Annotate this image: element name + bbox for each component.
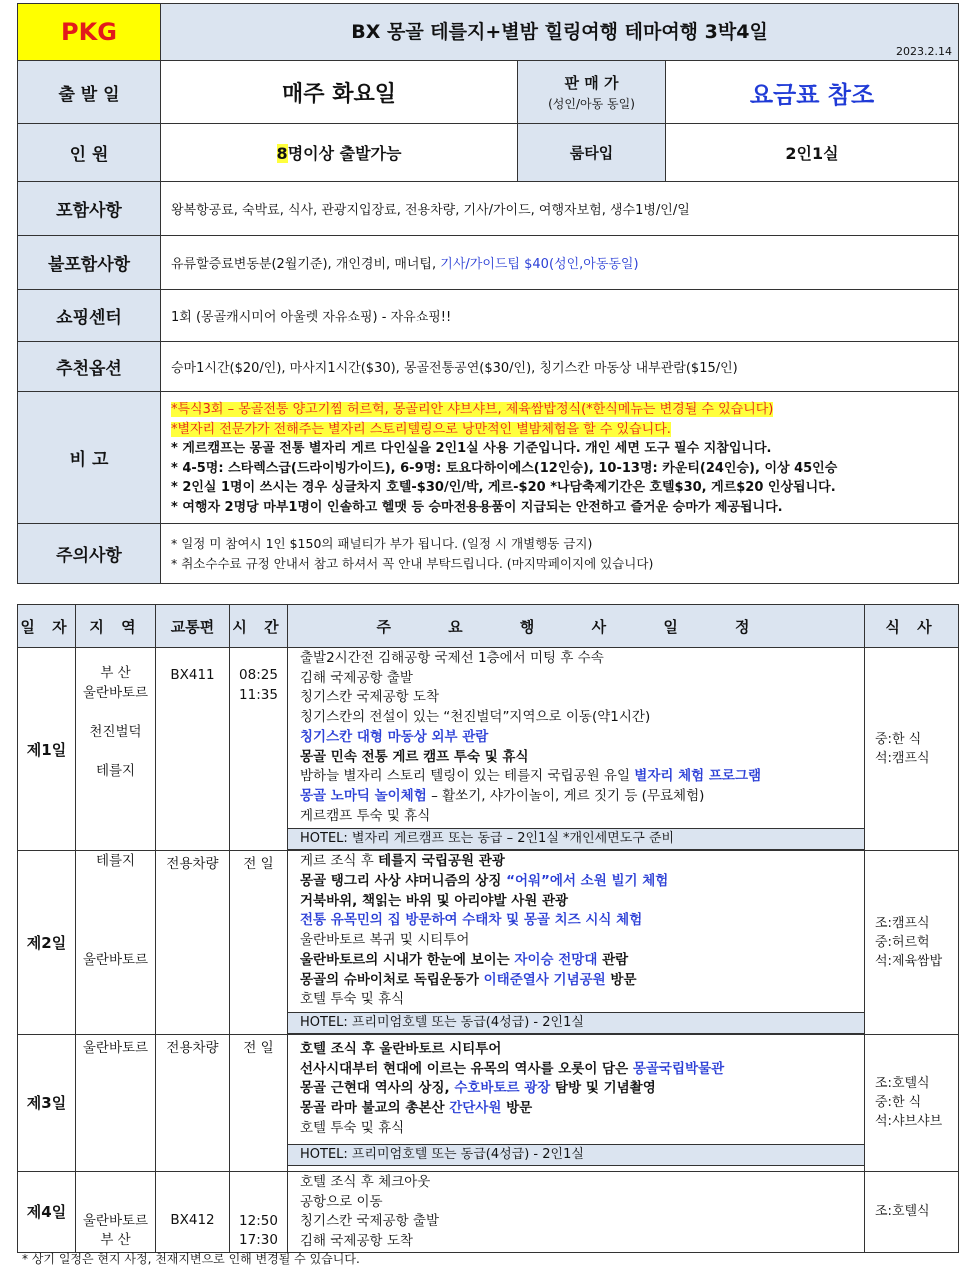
note-line-2: *별자리 전문가가 전해주는 별자리 스토리텔링으로 낭만적인 별밤체험을 할 수 있습니다. [171,421,671,437]
departure-label: 출 발 일 [18,61,161,124]
header-region: 지 역 [76,605,156,648]
meal-line: 석:캠프식 [875,751,930,767]
caution-line-2: * 취소수수료 규정 안내서 참고 하셔서 꼭 안내 부탁드립니다. (마지막페이지에 있습니다) [171,555,654,571]
time-cell [230,1171,288,1252]
header-transport: 교통편 [156,605,230,648]
schedule-line: 몽골 민속 전통 게르 캠프 투숙 및 휴식 [300,748,529,765]
price-value: 요금표 참조 [666,61,959,124]
caution-cell [161,524,959,584]
room-label: 룸타입 [518,124,666,182]
notes-label: 비 고 [18,392,161,524]
note-line-3: * 게르캠프는 몽골 전통 별자리 게르 다인실을 2인1실 사용 기준입니다. 개인 세면 도구 필수 지참입니다. [171,441,772,456]
schedule-line: 거북바위, 책읽는 바위 및 아리야발 사원 관광 [300,892,569,909]
page-title-cell [161,4,959,61]
meal-line: 조:호텔식 [875,1076,930,1092]
time-line: 12:50 [239,1212,278,1229]
schedule-line: 밤하늘 별자리 스토리 텔링이 있는 테를지 국립공원 유일 별자리 체험 프로그램 [300,768,762,785]
header-schedule: 주 요 행 사 일 정 [288,605,865,648]
notes-cell [161,392,959,524]
time-line: 17:30 [239,1231,278,1248]
time-cell [230,648,288,851]
schedule-line: 김해 국제공항 도착 [300,1233,413,1250]
schedule-line: 울란바토르 복귀 및 시티투어 [300,932,470,949]
people-min-number: 8 [276,144,288,163]
meal-line: 석:제육쌈밥 [875,954,943,970]
meal-line: 중:한 식 [875,1095,922,1111]
note-line-6: * 여행자 2명당 마부1명이 인솔하고 헬맷 등 승마전용용품이 지급되는 안전하고 즐거운 승마가 제공됩니다. [171,499,783,515]
day-row [18,851,959,1035]
price-sublabel: (성인/아동 동일) [548,97,635,111]
day-label: 제4일 [18,1171,76,1252]
region-line: 부 산 [100,1231,131,1248]
schedule-line: 출발2시간전 김해공항 국제선 1층에서 미팅 후 수속 [300,650,604,666]
schedule-line: 칭기스칸 대형 마동상 외부 관람 [300,728,489,745]
price-label-cell [518,61,666,124]
departure-value: 매주 화요일 [161,61,518,124]
excluded-label: 불포함사항 [18,236,161,290]
meal-line: 석:샤브샤브 [875,1114,943,1130]
schedule-line: 게르캠프 투숙 및 휴식 [300,807,431,824]
itinerary-table [17,604,959,1253]
footer-note: * 상기 일정은 현지 사정, 천재지변으로 인해 변경될 수 있습니다. [22,1252,360,1266]
hotel-line: HOTEL: 프리미엄호텔 또는 동급(4성급) - 2인1실 [288,1144,864,1166]
day-label: 제2일 [18,851,76,1035]
day-label: 제1일 [18,648,76,851]
schedule-line: 공항으로 이동 [300,1193,383,1210]
excluded-tip: 기사/가이드팁 $40(성인,아동동일) [440,257,639,272]
excluded-value [161,236,959,290]
caution-line-1: * 일정 미 참여시 1인 $150의 패널티가 부가 됩니다. (일정 시 개별행동 금지) [171,535,593,551]
included-label: 포함사항 [18,182,161,236]
page-title: BX 몽골 테를지+별밤 힐링여행 테마여행 3박4일 [351,20,768,43]
meal-line: 조:캠프식 [875,916,930,932]
price-label: 판 매 가 [564,74,619,92]
transport-cell: 전용차량 [156,1034,230,1171]
schedule-cell [288,648,865,851]
region-line: 부 산 [100,665,131,681]
schedule-line: 몽골 노마딕 놀이체험 – 활쏘기, 샤가이놀이, 게르 짓기 등 (무료체험) [300,787,705,804]
region-cell [76,851,156,1035]
note-line-1: *특식3회 – 몽골전통 양고기찜 허르헉, 몽골리안 샤브샤브, 제육쌈밥정식(*한식메뉴는 변경될 수 있습니다) [171,402,774,417]
region-line: 울란바토르 [82,1039,149,1056]
schedule-line: 호텔 투숙 및 휴식 [300,991,405,1008]
schedule-line: 게르 조식 후 테를지 국립공원 관광 [300,853,505,870]
header-time: 시 간 [230,605,288,648]
day-label: 제3일 [18,1034,76,1171]
schedule-line: 칭기스칸 국제공항 출발 [300,1213,439,1230]
schedule-cell [288,851,865,1035]
transport-cell: BX412 [156,1171,230,1252]
time-line: 11:35 [239,686,278,703]
schedule-line: 김해 국제공항 출발 [300,669,413,686]
hotel-line: HOTEL: 프리미엄호텔 또는 동급(4성급) - 2인1실 [288,1012,864,1034]
excluded-text: 유류할증료변동분(2월기준), 개인경비, 매너팁, [171,257,441,272]
schedule-line: 호텔 조식 후 체크아웃 [300,1173,431,1190]
info-table [17,3,959,584]
day-row [18,648,959,851]
region-line: 테를지 [95,763,136,780]
meal-cell [865,1034,959,1171]
meal-line: 조:호텔식 [875,1204,930,1220]
note-line-5: * 2인실 1명이 쓰시는 경우 싱글차지 호텔-$30/인/박, 게르-$20 *나담축제기간은 호텔$30, 게르$20 인상됩니다. [171,480,836,495]
meal-line: 중:허르헉 [875,935,930,951]
shopping-value: 1회 (몽골캐시미어 아울렛 자유쇼핑) - 자유쇼핑!! [161,290,959,342]
shopping-label: 쇼핑센터 [18,290,161,342]
region-cell [76,1034,156,1171]
header-meal: 식 사 [865,605,959,648]
doc-date: 2023.2.14 [896,45,953,58]
time-cell: 전 일 [230,1034,288,1171]
region-line: 울란바토르 [82,684,149,701]
included-value: 왕복항공료, 숙박료, 식사, 관광지입장료, 전용차량, 기사/가이드, 여행자보험, 생수1병/인/일 [161,182,959,236]
note-line-4: * 4-5명: 스타렉스급(드라이빙가이드), 6-9명: 토요다하이에스(12인승), 10-13명: 카운티(24인승), 이상 45인승 [171,460,838,476]
meal-cell [865,648,959,851]
transport-cell: 전용차량 [156,851,230,1035]
room-value: 2인1실 [666,124,959,182]
schedule-line: 전통 유목민의 집 방문하여 수태차 및 몽골 치즈 시식 체험 [300,912,643,929]
meal-cell [865,1171,959,1252]
header-day: 일 자 [18,605,76,648]
caution-label: 주의사항 [18,524,161,584]
schedule-line: 몽골 근현대 역사의 상징, 수호바토르 광장 탐방 및 기념촬영 [300,1080,656,1097]
schedule-line: 호텔 조식 후 울란바토르 시티투어 [300,1040,502,1057]
region-line: 테를지 [95,853,136,870]
people-value [161,124,518,182]
meal-cell [865,851,959,1035]
day-row [18,1034,959,1171]
schedule-line: 몽골 탱그리 사상 샤머니즘의 상징 “어워”에서 소원 빌기 체험 [300,873,669,890]
schedule-cell [288,1034,865,1171]
region-line: 울란바토르 [82,1212,149,1229]
options-label: 추천옵션 [18,342,161,392]
region-line: 천진벌덕 [89,724,142,741]
schedule-cell [288,1171,865,1252]
schedule-line: 칭기스칸의 전설이 있는 “천진벌덕”지역으로 이동(약1시간) [300,709,651,726]
time-line: 08:25 [239,667,278,683]
people-label: 인 원 [18,124,161,182]
schedule-line: 몽골의 슈바이처로 독립운동가 이태준열사 기념공원 방문 [300,971,637,988]
meal-line: 중:한 식 [875,732,922,748]
time-cell: 전 일 [230,851,288,1035]
people-value-text: 명이상 출발가능 [287,144,402,163]
schedule-line: 칭기스칸 국제공항 도착 [300,689,439,706]
region-line: 울란바토르 [82,951,149,968]
schedule-line: 몽골 라마 불교의 총본산 간단사원 방문 [300,1100,533,1117]
pkg-badge: PKG [18,4,161,61]
region-cell [76,1171,156,1252]
schedule-line: 울란바토르의 시내가 한눈에 보이는 자이승 전망대 관람 [300,951,629,968]
region-cell [76,648,156,851]
schedule-line: 선사시대부터 현대에 이르는 유목의 역사를 오롯이 담은 몽골국립박물관 [300,1060,725,1077]
schedule-line: 호텔 투숙 및 휴식 [300,1119,405,1136]
hotel-line: HOTEL: 별자리 게르캠프 또는 동급 – 2인1실 *개인세면도구 준비 [288,828,864,850]
transport-cell: BX411 [156,648,230,851]
day-row [18,1171,959,1252]
options-value: 승마1시간($20/인), 마사지1시간($30), 몽골전통공연($30/인), 칭기스칸 마동상 내부관람($15/인) [161,342,959,392]
